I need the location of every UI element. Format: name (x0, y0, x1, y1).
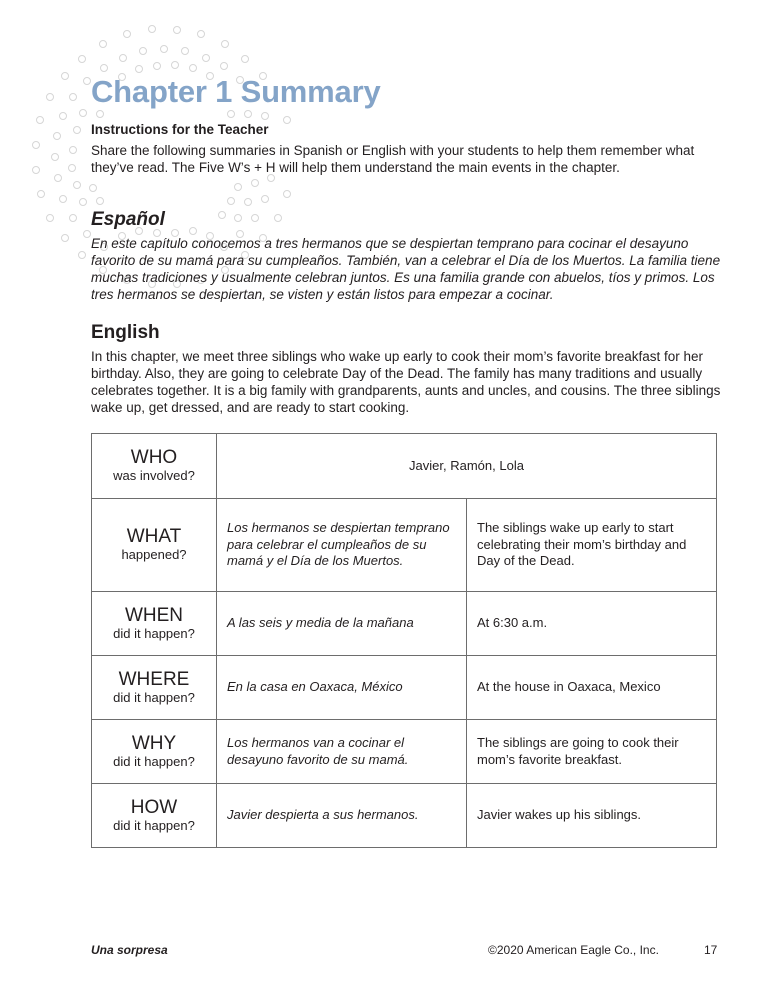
question-cell (92, 499, 217, 592)
question-sub: did it happen? (113, 753, 195, 769)
answer-cell-english: The siblings wake up early to start celebrating their mom’s birthday and Day of the Dead. (467, 499, 717, 592)
table-row-how (92, 784, 717, 848)
question-word: HOW (130, 796, 178, 818)
answer-cell-spanish: Los hermanos van a cocinar el desayuno favorito de su mamá. (217, 720, 467, 784)
footer-page-number: 17 (704, 943, 718, 957)
question-cell (92, 434, 217, 499)
answer-cell-spanish: En la casa en Oaxaca, México (217, 656, 467, 720)
question-cell (92, 784, 217, 848)
question-sub: did it happen? (113, 689, 195, 705)
question-word: WHERE (118, 668, 190, 690)
five-ws-table (91, 433, 717, 848)
table-row-when (92, 592, 717, 656)
instructions-text: Share the following summaries in Spanish or English with your students to help them remember what they’ve read. The Five W’s + H will help them understand the main events in the chapter. (91, 143, 695, 175)
table-row-why (92, 720, 717, 784)
answer-cell-combined: Javier, Ramón, Lola (217, 434, 717, 499)
question-cell (92, 656, 217, 720)
english-heading: English (91, 322, 160, 343)
answer-cell-english: The siblings are going to cook their mom’s favorite breakfast. (467, 720, 717, 784)
question-sub: was involved? (113, 468, 195, 483)
answer-cell-spanish: Los hermanos se despiertan temprano para celebrar el cumpleaños de su mamá y el Día de los Muertos. (217, 499, 467, 592)
question-cell (92, 720, 217, 784)
english-summary: In this chapter, we meet three siblings who wake up early to cook their mom’s favorite breakfast for her birthday. Also, they are going to celebrate Day of the Dead. The family has many traditions and usually celebrates together. It is a big family with grandparents, aunts and uncles, and cousins. The three siblings wake up, get dressed, and are ready to start cooking. (91, 349, 721, 415)
answer-cell-english: At the house in Oaxaca, Mexico (467, 656, 717, 720)
table-row-where (92, 656, 717, 720)
question-sub: happened? (121, 547, 187, 562)
table-row-who (92, 434, 717, 499)
footer-book-title: Una sorpresa (91, 943, 168, 957)
question-word: WHAT (126, 526, 182, 547)
question-word: WHEN (124, 604, 184, 626)
spanish-heading: Español (91, 209, 165, 230)
answer-cell-spanish: A las seis y media de la mañana (217, 592, 467, 656)
question-sub: did it happen? (113, 817, 195, 833)
question-word: WHY (131, 732, 177, 754)
answer-cell-english: Javier wakes up his siblings. (467, 784, 717, 848)
spanish-summary: En este capítulo conocemos a tres hermanos que se despiertan temprano para cocinar el desayuno favorito de su mamá para su cumpleaños. También, van a celebrar el Día de los Muertos. La familia tiene muchas tradiciones y usualmente celebran juntos. Es una familia grande con abuelos, tíos y primos. Los tres hermanos se despiertan, se visten y están listos para empezar a cocinar. (91, 236, 721, 302)
question-cell (92, 592, 217, 656)
instructions-heading: Instructions for the Teacher (91, 122, 269, 137)
answer-cell-english: At 6:30 a.m. (467, 592, 717, 656)
answer-cell-spanish: Javier despierta a sus hermanos. (217, 784, 467, 848)
page-title: Chapter 1 Summary (91, 74, 381, 109)
footer-copyright: ©2020 American Eagle Co., Inc. (488, 943, 659, 957)
question-word: WHO (130, 447, 178, 468)
table-row-what (92, 499, 717, 592)
question-sub: did it happen? (113, 625, 195, 641)
